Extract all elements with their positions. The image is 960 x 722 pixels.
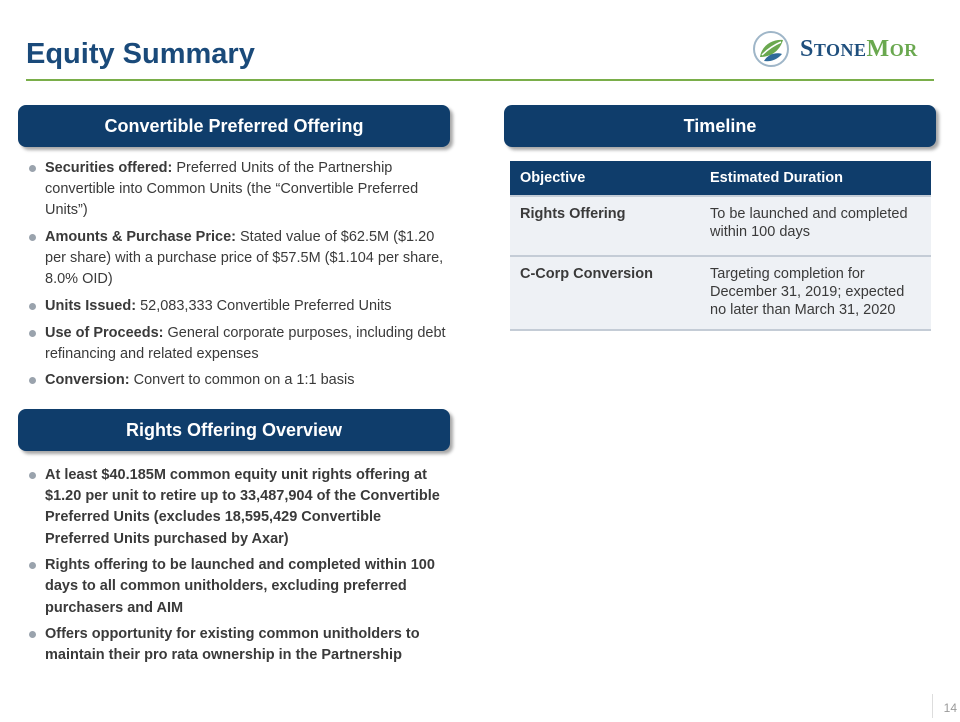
objective-cell: C-Corp Conversion: [510, 256, 700, 330]
title-divider: [26, 79, 934, 81]
bullet-icon: [29, 631, 36, 638]
timeline-heading: Timeline: [504, 105, 936, 147]
bullet-icon: [29, 165, 36, 172]
list-item: Rights offering to be launched and completed within 100 days to all common unitholders, excluding preferred purchasers and AIM: [28, 555, 448, 619]
objective-cell: Rights Offering: [510, 196, 700, 256]
convertible-list: [28, 158, 458, 397]
duration-cell: To be launched and completed within 100 days: [700, 196, 931, 256]
bullet-icon: [29, 234, 36, 241]
page-title: Equity Summary: [26, 38, 255, 70]
stonemor-logo: [752, 30, 934, 68]
bullet-icon: [29, 377, 36, 384]
list-item: At least $40.185M common equity unit rights offering at $1.20 per unit to retire up to 33,487,904 of the Convertible Preferred Units (excludes 18,595,429 Convertible Preferred Units purchased by Axar): [28, 465, 448, 550]
list-item: Securities offered: Preferred Units of the Partnership convertible into Common Units (the “Convertible Preferred Units”): [28, 158, 458, 222]
bullet-icon: [29, 303, 36, 310]
rights-list: [28, 465, 448, 672]
duration-cell: Targeting completion for December 31, 2019; expected no later than March 31, 2020: [700, 256, 931, 330]
logo-wordmark: STONEMOR: [800, 36, 918, 62]
list-item: Units Issued: 52,083,333 Convertible Preferred Units: [28, 296, 458, 317]
timeline-table: [510, 161, 931, 331]
page-number: 14: [932, 694, 957, 718]
table-header-row: [510, 161, 931, 196]
column-header-duration: Estimated Duration: [700, 161, 931, 196]
table-row: [510, 196, 931, 256]
convertible-heading: Convertible Preferred Offering: [18, 105, 450, 147]
column-header-objective: Objective: [510, 161, 700, 196]
list-item: Offers opportunity for existing common unitholders to maintain their pro rata ownership in the Partnership: [28, 624, 448, 666]
list-item: Conversion: Convert to common on a 1:1 basis: [28, 370, 458, 391]
list-item: Amounts & Purchase Price: Stated value of $62.5M ($1.20 per share) with a purchase price of $57.5M ($1.104 per share, 8.0% OID): [28, 227, 458, 291]
bullet-icon: [29, 562, 36, 569]
list-item: Use of Proceeds: General corporate purposes, including debt refinancing and related expenses: [28, 323, 458, 365]
bullet-icon: [29, 472, 36, 479]
table-row: [510, 256, 931, 330]
bullet-icon: [29, 330, 36, 337]
leaf-icon: [752, 30, 790, 68]
rights-heading: Rights Offering Overview: [18, 409, 450, 451]
